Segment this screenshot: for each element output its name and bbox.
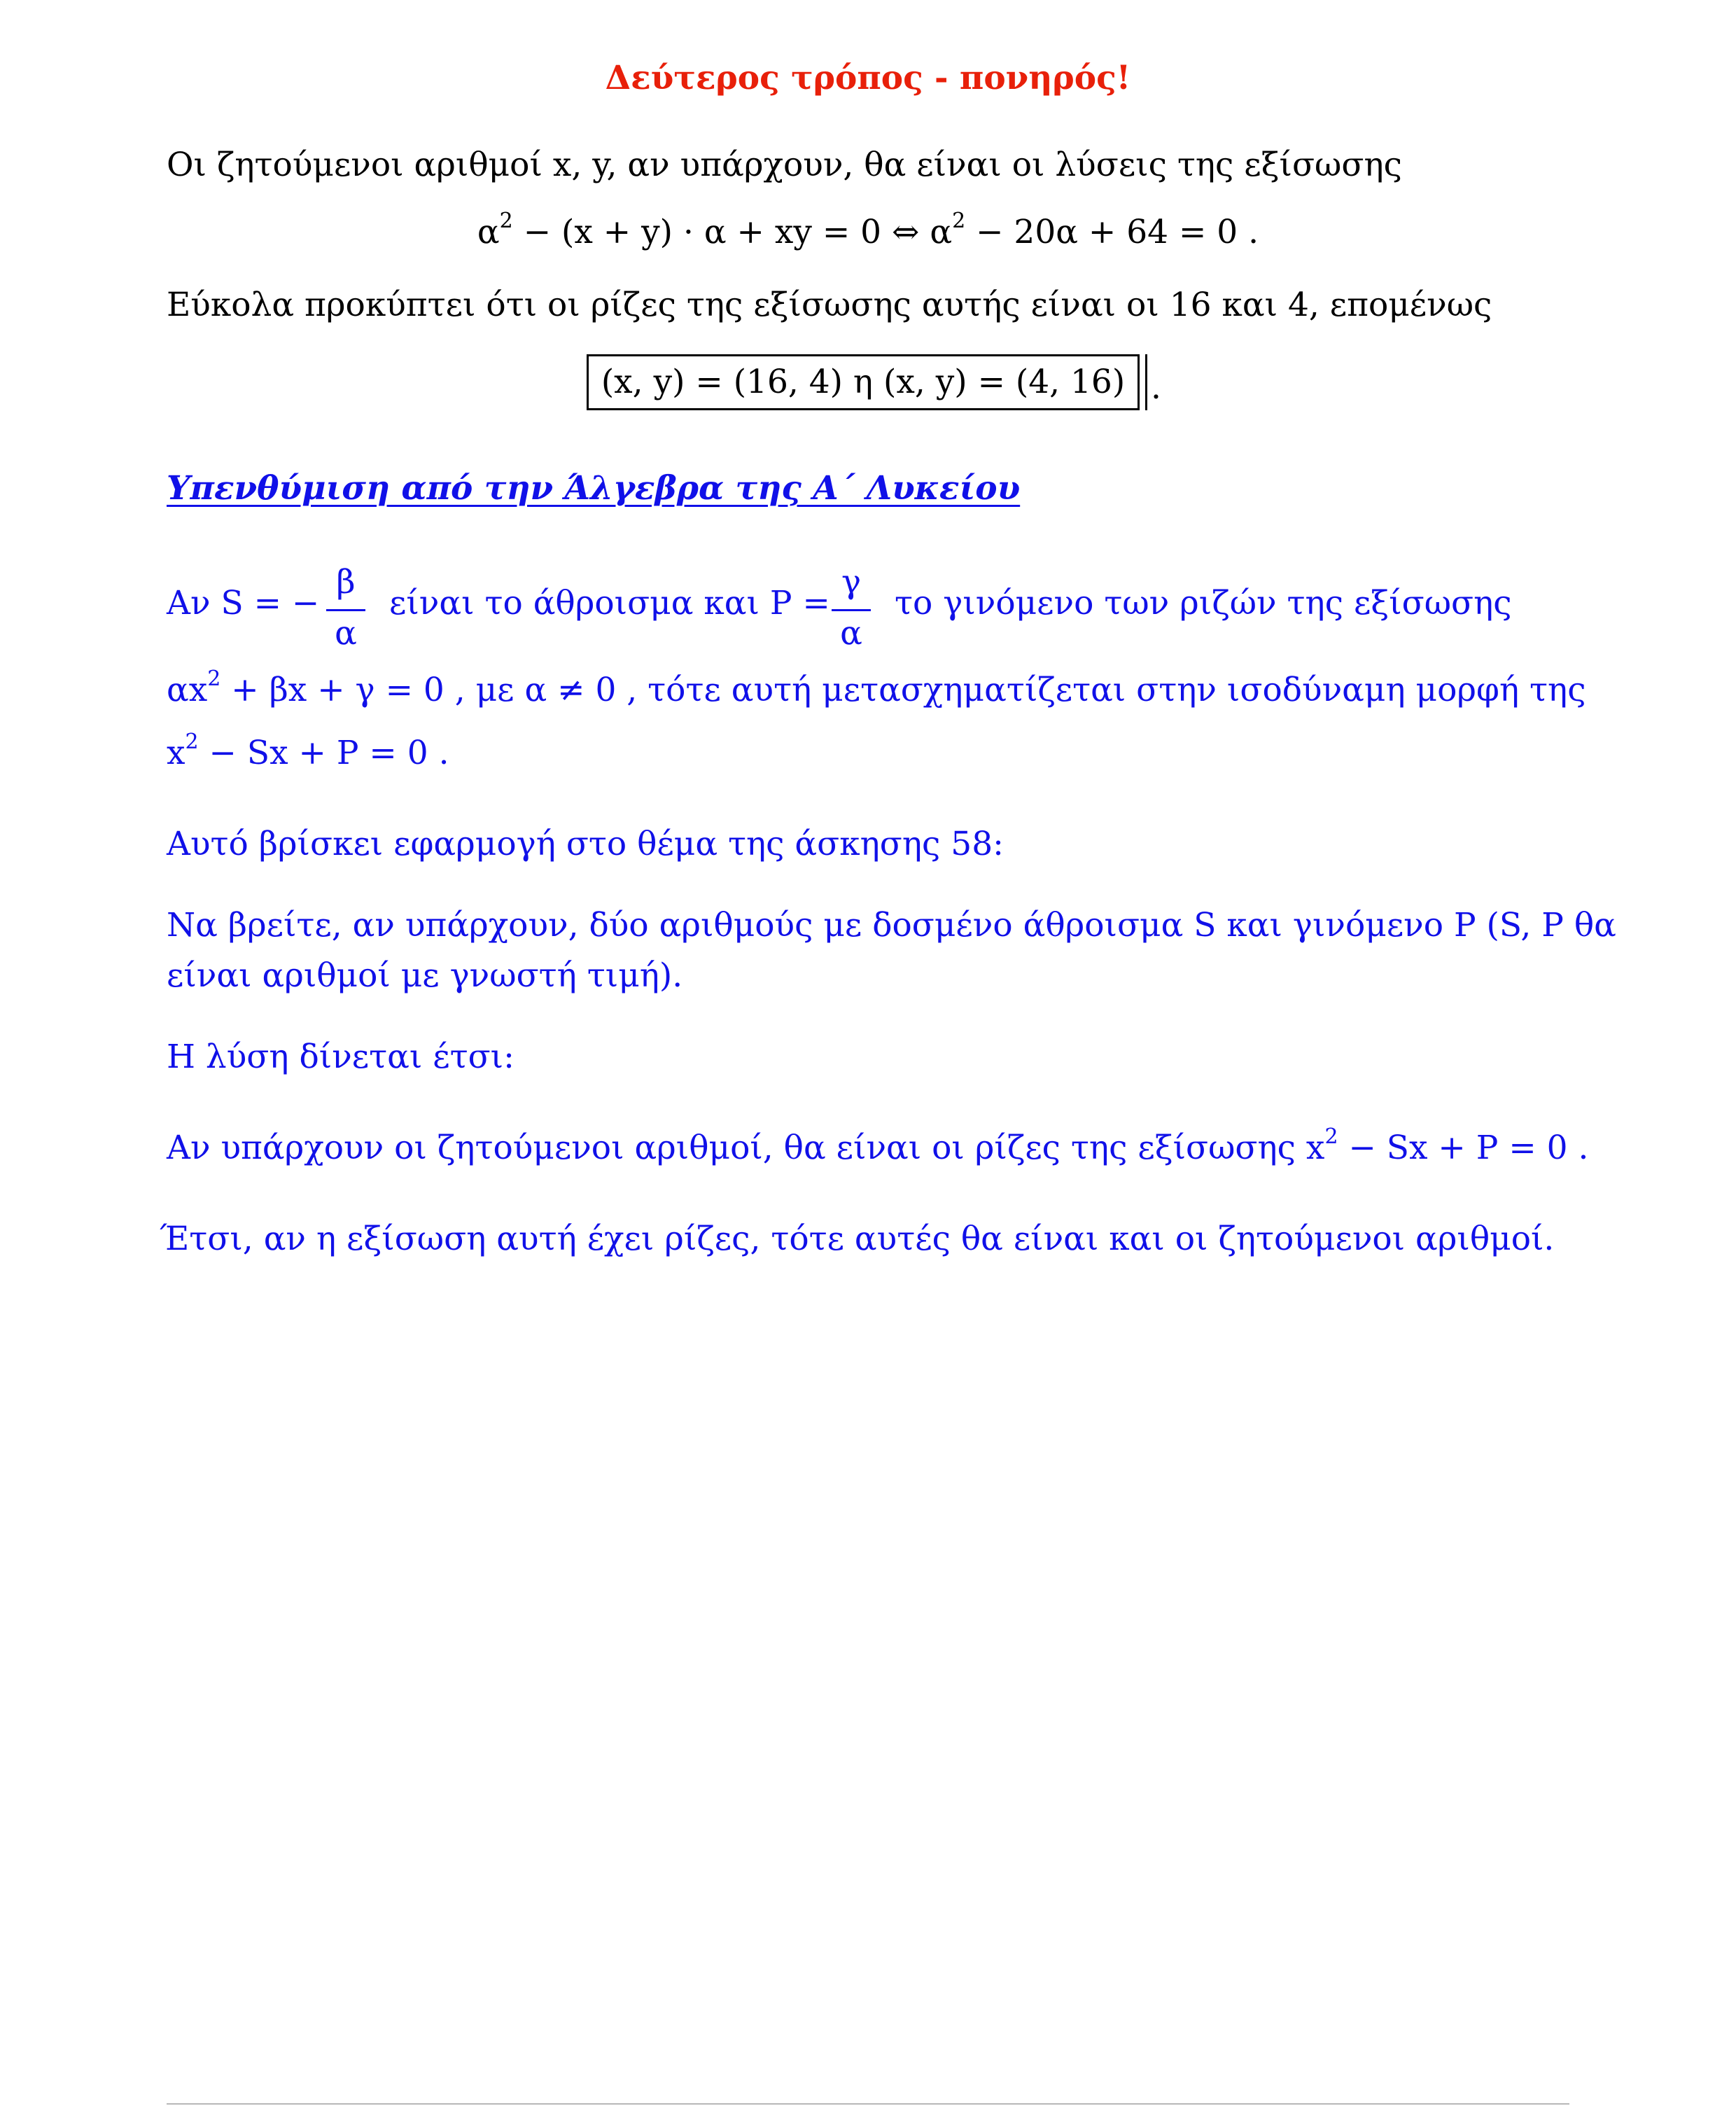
problem-line-2: είναι αριθμοί με γνωστή τιμή). — [167, 956, 683, 995]
solution-text: Αν υπάρχουν οι ζητούμενοι αριθμοί, θα είναι οι ρίζες της εξίσωσης x — [167, 1129, 1325, 1167]
solution-eq-end: − Sx + P = 0 . — [1338, 1129, 1589, 1167]
fraction-denominator: α — [840, 614, 862, 653]
recall-exp-3: 2 — [185, 730, 199, 754]
application-note: Αυτό βρίσκει εφαρμογή στο θέμα της άσκησης 58: — [167, 825, 1004, 863]
eq-exponent: 2 — [499, 209, 513, 233]
recall-rest-3: − Sx + P = 0 . — [198, 734, 449, 772]
recall-ax: αx — [167, 671, 208, 709]
final-line: Έτσι, αν η εξίσωση αυτή έχει ρίζες, τότε αυτές θα είναι και οι ζητούμενοι αριθμοί. — [160, 1220, 1555, 1258]
solution-intro: Η λύση δίνεται έτσι: — [167, 1038, 514, 1076]
eq-exponent-2: 2 — [952, 209, 966, 233]
roots-paragraph: Εύκολα προκύπτει ότι οι ρίζες της εξίσωσης αυτής είναι οι 16 και 4, επομένως — [167, 286, 1492, 324]
recall-text-a: Αν S = − — [167, 584, 320, 622]
recall-line-2 — [167, 667, 1586, 709]
box-right-bar — [1145, 354, 1147, 410]
solution-line — [167, 1124, 1589, 1167]
section-title: Δεύτερος τρόπος - πονηρός! — [605, 59, 1131, 97]
recall-line-3 — [167, 730, 449, 772]
solution-exp: 2 — [1324, 1124, 1338, 1149]
intro-paragraph: Οι ζητούμενοι αριθμοί x, y, αν υπάρχουν, θα είναι οι λύσεις της εξίσωσης — [167, 146, 1402, 184]
recall-rest: + βx + γ = 0 , με α ≠ 0 , τότε αυτή μετασχηματίζεται στην ισοδύναμη μορφή της — [220, 671, 1586, 709]
reminder-heading: Υπενθύμιση από την Άλγεβρα της Α΄ Λυκείου — [167, 469, 1021, 508]
fraction-beta-over-alpha — [326, 563, 365, 653]
fraction-denominator: α — [335, 614, 357, 653]
footer-rule — [167, 2103, 1569, 2105]
boxed-result: (x, y) = (16, 4) η (x, y) = (4, 16) — [587, 354, 1140, 410]
eq-middle: − (x + y) · α + xy = 0 ⇔ α — [512, 213, 953, 251]
eq-end: − 20α + 64 = 0 . — [965, 213, 1259, 251]
fraction-gamma-over-alpha — [832, 563, 871, 653]
fraction-numerator: β — [336, 563, 356, 601]
problem-line-1: Να βρείτε, αν υπάρχουν, δύο αριθμούς με δοσμένο άθροισμα S και γινόμενο P (S, P θα — [167, 906, 1616, 944]
recall-text-c: το γινόμενο των ριζών της εξίσωσης — [895, 584, 1512, 622]
eq-alpha: α — [477, 213, 500, 251]
recall-x: x — [167, 734, 186, 772]
boxed-period: . — [1151, 368, 1161, 407]
fraction-numerator: γ — [841, 563, 862, 601]
recall-text-b: είναι το άθροισμα και P = — [389, 584, 830, 622]
recall-exp: 2 — [207, 667, 221, 691]
quadratic-equation — [0, 209, 1736, 251]
fraction-bar — [832, 609, 871, 611]
fraction-bar — [326, 609, 365, 611]
